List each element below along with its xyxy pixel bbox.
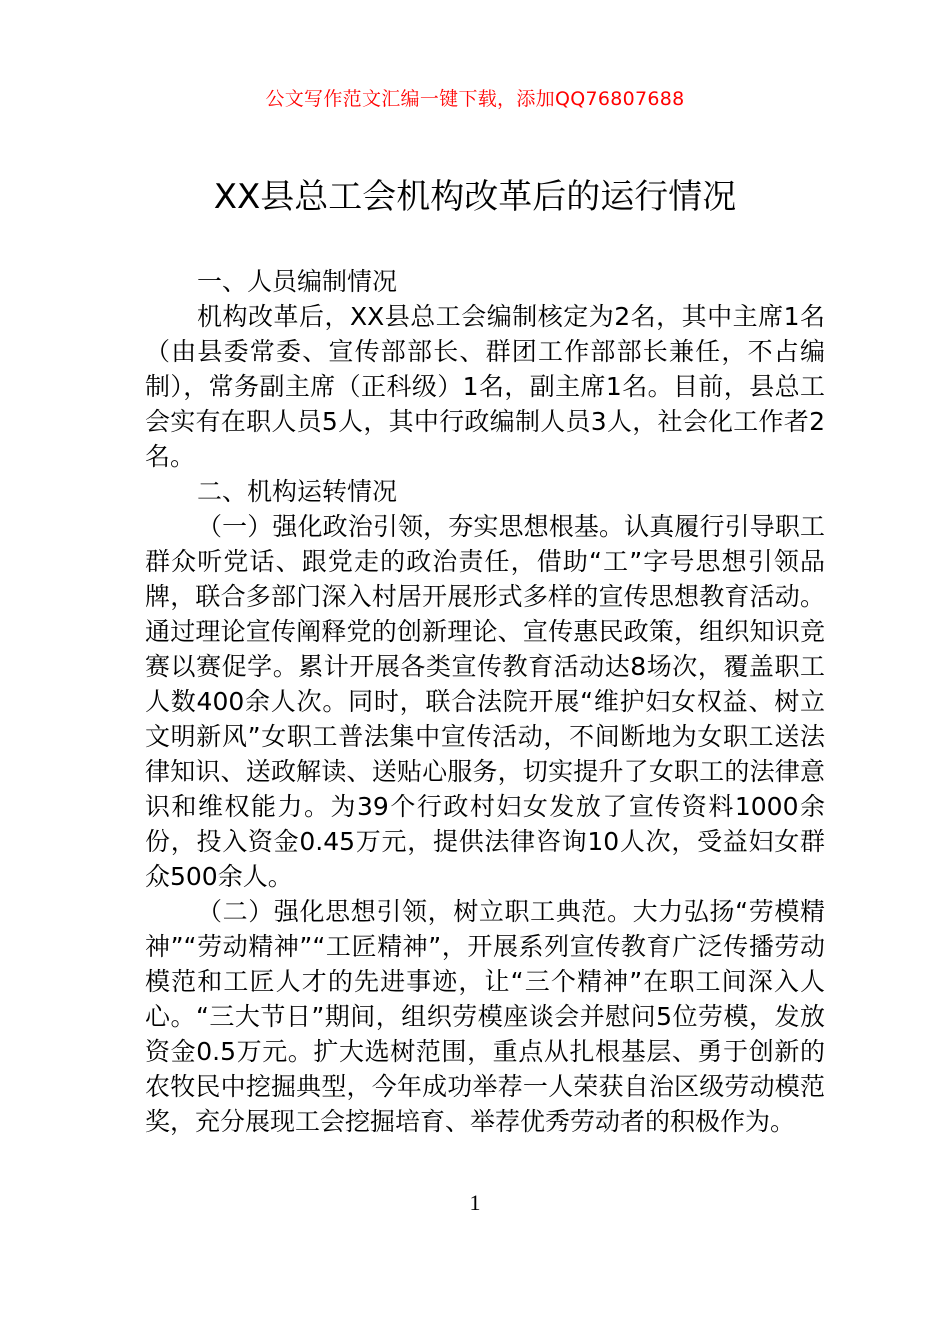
section-heading-staffing: 一、人员编制情况 [197, 267, 398, 296]
document-title: XX县总工会机构改革后的运行情况 [213, 177, 737, 217]
document-body [145, 264, 825, 1139]
section-heading-operation: 二、机构运转情况 [197, 477, 398, 506]
paragraph-staffing: 机构改革后，XX县总工会编制核定为2名，其中主席1名（由县委常委、宣传部部长、群团工作部部长兼任，不占编制），常务副主席（正科级）1名，副主席1名。目前，县总工会实有在职人员5人，其中行政编制人员3人，社会化工作者2名。 [145, 302, 825, 471]
download-banner: 公文写作范文汇编一键下载，添加QQ76807688 [265, 88, 685, 110]
paragraph-political-guidance: （一）强化政治引领，夯实思想根基。认真履行引导职工群众听党话、跟党走的政治责任，借助“工”字号思想引领品牌，联合多部门深入村居开展形式多样的宣传思想教育活动。通过理论宣传阐释党的创新理论、宣传惠民政策，组织知识竞赛以赛促学。累计开展各类宣传教育活动达8场次，覆盖职工人数400余人次。同时，联合法院开展“维护妇女权益、树立文明新风”女职工普法集中宣传活动，不间断地为女职工送法律知识、送政解读、送贴心服务，切实提升了女职工的法律意识和维权能力。为39个行政村妇女发放了宣传资料1000余份，投入资金0.45万元，提供法律咨询10人次，受益妇女群众500余人。 [145, 512, 825, 891]
page-number: 1 [469, 1190, 481, 1215]
paragraph-ideological-guidance: （二）强化思想引领，树立职工典范。大力弘扬“劳模精神”“劳动精神”“工匠精神”，开展系列宣传教育广泛传播劳动模范和工匠人才的先进事迹，让“三个精神”在职工间深入人心。“三大节日”期间，组织劳模座谈会并慰问5位劳模，发放资金0.5万元。扩大选树范围，重点从扎根基层、勇于创新的农牧民中挖掘典型，今年成功举荐一人荣获自治区级劳动模范奖，充分展现工会挖掘培育、举荐优秀劳动者的积极作为。 [145, 897, 825, 1136]
